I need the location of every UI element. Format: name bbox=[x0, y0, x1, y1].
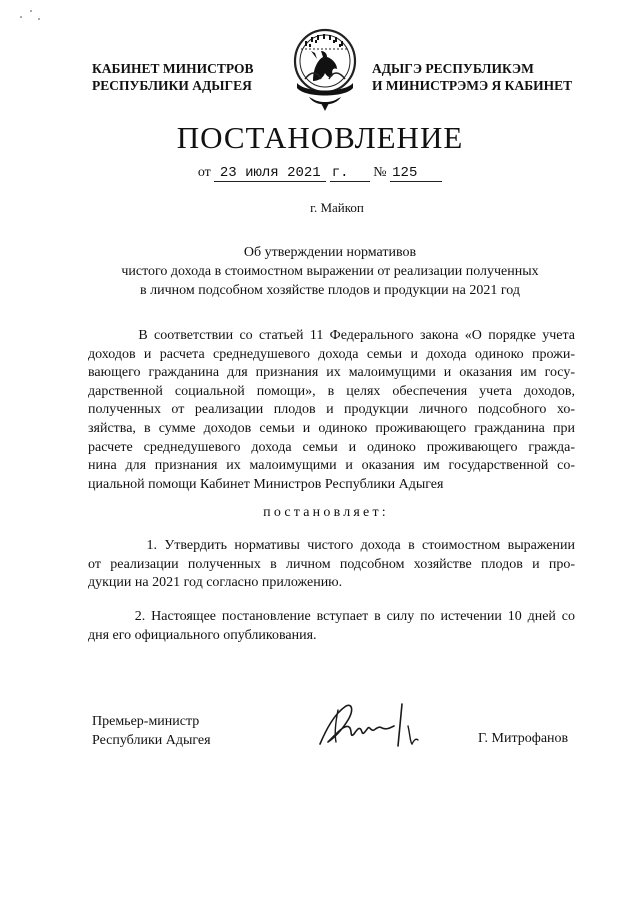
position-line: Премьер-министр bbox=[92, 714, 200, 729]
document-subject bbox=[60, 243, 600, 300]
signatory-name: Г. Митрофанов bbox=[478, 731, 569, 746]
preamble-paragraph bbox=[88, 327, 575, 494]
paragraph-line: доходов и расчета среднедушевого дохода семьи и дохода одиноко прожи- bbox=[88, 346, 575, 362]
header-right bbox=[372, 60, 592, 94]
adygea-coat-of-arms-icon bbox=[287, 27, 363, 111]
header-right-line2: И МИНИСТРЭМЭ Я КАБИНЕТ bbox=[372, 78, 573, 93]
document-title: ПОСТАНОВЛЕНИЕ bbox=[176, 120, 464, 155]
paragraph-line: вающего гражданина для признания их малоимущими и оказания им госу- bbox=[88, 365, 575, 381]
document-number: 125 bbox=[390, 165, 442, 182]
resolves-heading: постановляет: bbox=[263, 505, 389, 520]
number-sign: № bbox=[373, 165, 387, 180]
signatory-position bbox=[92, 713, 211, 750]
scan-mark-icon bbox=[18, 8, 42, 22]
city-line: г. Майкоп bbox=[310, 200, 364, 215]
year-suffix: г. bbox=[330, 165, 370, 182]
paragraph-line: зяйства, в сумме доходов семьи и одиноко проживающего гражданина при bbox=[88, 420, 575, 436]
paragraph-line: дукции на 2021 год согласно приложению. bbox=[88, 575, 343, 591]
paragraph-line: дарственной социальной помощи», в целях обеспечения учета доходов, bbox=[88, 383, 575, 399]
paragraph-line: нина для признания их малоимущими и оказания им государственной со- bbox=[88, 458, 575, 474]
subject-line: Об утверждении нормативов bbox=[243, 245, 417, 260]
header-left-line1: КАБИНЕТ МИНИСТРОВ bbox=[92, 61, 254, 76]
paragraph-line: расчете среднедушевого дохода семьи и одиноко проживающего гражда- bbox=[88, 439, 575, 455]
header-left bbox=[92, 60, 282, 94]
paragraph-line: полученных от реализации плодов и продукции личного подсобного хо- bbox=[88, 402, 575, 418]
from-label: от bbox=[197, 165, 211, 180]
paragraph-line: 2. Настоящее постановление вступает в силу по истечении 10 дней со bbox=[88, 609, 575, 624]
paragraph-line: В соответствии со статьей 11 Федерального закона «О порядке учета bbox=[88, 328, 575, 343]
handwritten-signature-icon bbox=[316, 700, 426, 750]
position-line: Республики Адыгея bbox=[92, 732, 211, 748]
paragraph-line: циальной помощи Кабинет Министров Республики Адыгея bbox=[88, 476, 444, 492]
header-right-line1: АДЫГЭ РЕСПУБЛИКЭМ bbox=[372, 61, 534, 76]
date-number-line bbox=[0, 165, 640, 182]
subject-line: в личном подсобном хозяйстве плодов и продукции на 2021 год bbox=[140, 283, 520, 298]
paragraph-line: дня его официального опубликования. bbox=[88, 627, 317, 643]
date-value: 23 июля 2021 bbox=[214, 165, 326, 182]
subject-line: чистого дохода в стоимостном выражении от реализации полученных bbox=[121, 264, 539, 279]
paragraph-line: 1. Утвердить нормативы чистого дохода в стоимостном выражении bbox=[88, 538, 575, 553]
item-1-paragraph bbox=[88, 537, 575, 593]
item-2-paragraph bbox=[88, 608, 575, 645]
paragraph-line: от реализации полученных в личном подсобном хозяйстве плодов и про- bbox=[88, 556, 575, 572]
header-left-line2: РЕСПУБЛИКИ АДЫГЕЯ bbox=[92, 78, 252, 93]
